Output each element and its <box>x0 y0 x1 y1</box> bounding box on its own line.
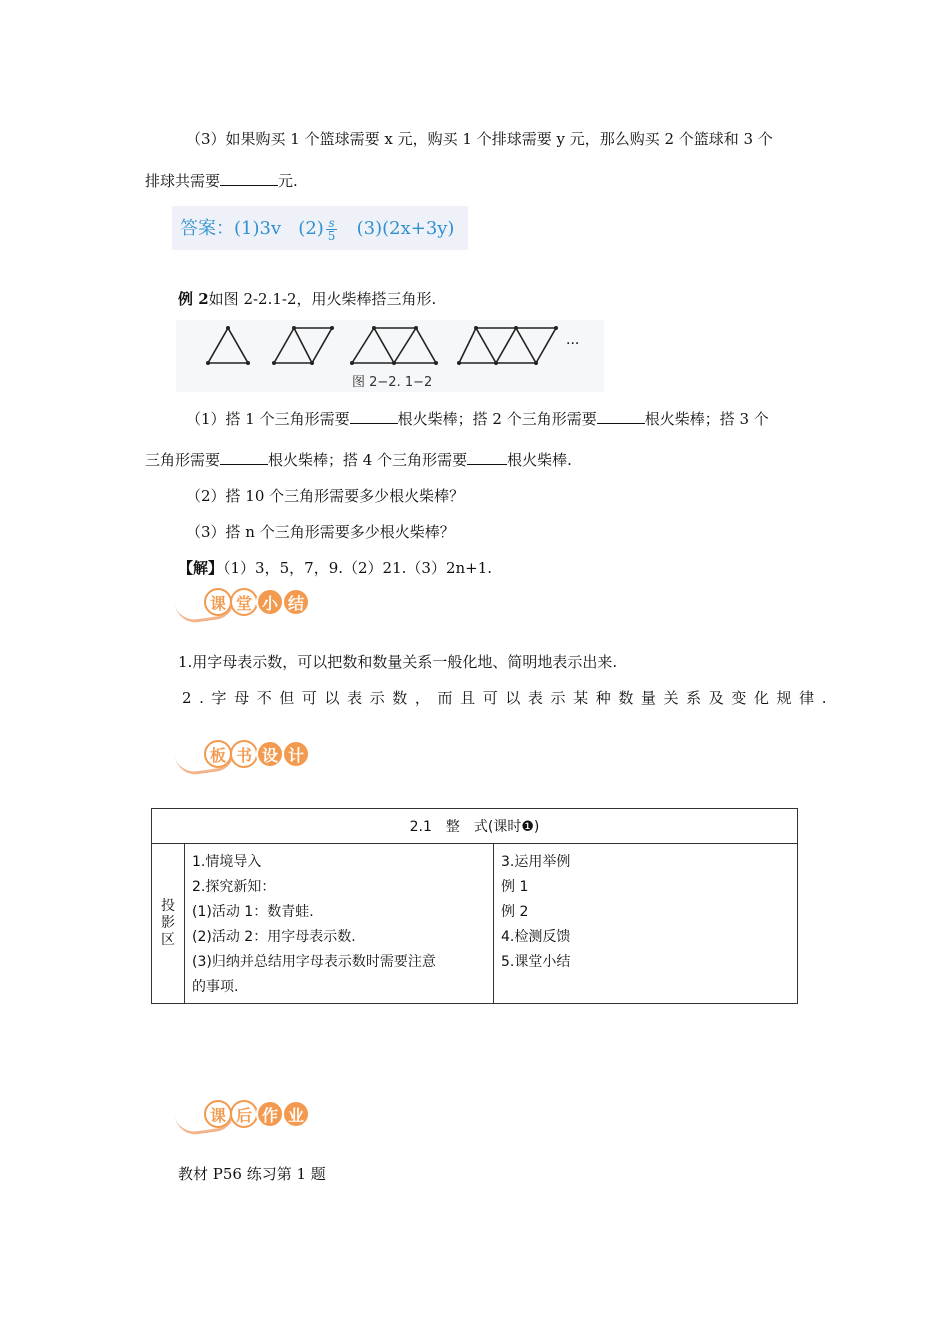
board-left-column <box>185 844 494 1004</box>
board-left-line: 的事项. <box>192 979 239 995</box>
banner-char: 板 <box>204 740 232 768</box>
banner-char: 书 <box>230 740 258 768</box>
board-right-line: 3.运用举例 <box>501 854 571 870</box>
summary-item-2: 2.字母不但可以表示数，而且可以表示某种数量关系及变化规律. <box>182 689 835 707</box>
banner-char: 作 <box>256 1100 284 1128</box>
homework-text: 教材 P56 练习第 1 题 <box>178 1165 326 1183</box>
question-3-line1: （3）如果购买 1 个篮球需要 x 元，购买 1 个排球需要 y 元，那么购买 2 个篮球和 3 个 <box>186 130 773 148</box>
example-2-q2: （2）搭 10 个三角形需要多少根火柴棒？ <box>186 487 465 505</box>
summary-item-1: 1.用字母表示数，可以把数和数量关系一般化地、简明地表示出来. <box>178 653 618 671</box>
example-2-q3: （3）搭 n 个三角形需要多少根火柴棒？ <box>186 523 455 541</box>
banner-char: 课 <box>204 1100 232 1128</box>
projection-area-label: 投影区 <box>152 844 185 1004</box>
example-2-solution: 【解】（1）3，5，7，9.（2）21.（3）2n+1. <box>178 559 493 577</box>
example-2-q1-line2: 三角形需要 根火柴棒；搭 4 个三角形需要 根火柴棒. <box>145 451 572 469</box>
banner-char: 结 <box>282 588 310 616</box>
question-3-line2: 排球共需要 元. <box>145 172 298 190</box>
homework-banner <box>176 1098 316 1134</box>
banner-char: 后 <box>230 1100 258 1128</box>
board-right-line: 5.课堂小结 <box>501 954 571 970</box>
board-right-line: 例 2 <box>501 904 529 920</box>
figure-caption: 图 2−2. 1−2 <box>352 375 433 390</box>
banner-char: 堂 <box>230 588 258 616</box>
banner-char: 设 <box>256 740 284 768</box>
example-2-intro: 例 2如图 2-2.1-2，用火柴棒搭三角形. <box>178 290 437 308</box>
matchstick-figure <box>176 320 604 392</box>
answer-text: 答案：(1)3v (2) $\frac{s}{5}$ (3)(2x+3y) <box>180 215 455 243</box>
board-left-line: 1.情境导入 <box>192 854 262 870</box>
answer-fraction: $\frac{s}{5}$ <box>327 215 336 243</box>
board-left-line: (2)活动 2：用字母表示数. <box>192 929 356 945</box>
banner-char: 课 <box>204 588 232 616</box>
banner-char: 业 <box>282 1100 310 1128</box>
board-design-table <box>151 808 798 1004</box>
board-right-line: 例 1 <box>501 879 529 895</box>
figure-ellipsis: ··· <box>566 336 580 352</box>
example-2-q1-line1: （1）搭 1 个三角形需要 根火柴棒；搭 2 个三角形需要 根火柴棒；搭 3 个 <box>186 410 769 428</box>
board-right-column <box>494 844 798 1004</box>
board-left-line: (1)活动 1：数青蛙. <box>192 904 314 920</box>
answer-box <box>172 206 468 250</box>
class-summary-banner <box>176 586 316 622</box>
board-design-banner <box>176 738 316 774</box>
board-left-line: (3)归纳并总结用字母表示数时需要注意 <box>192 954 436 970</box>
board-left-line: 2.探究新知： <box>192 879 276 895</box>
board-title: 2.1 整 式(课时❶) <box>152 809 798 844</box>
banner-char: 小 <box>256 588 284 616</box>
banner-char: 计 <box>282 740 310 768</box>
board-right-line: 4.检测反馈 <box>501 929 571 945</box>
